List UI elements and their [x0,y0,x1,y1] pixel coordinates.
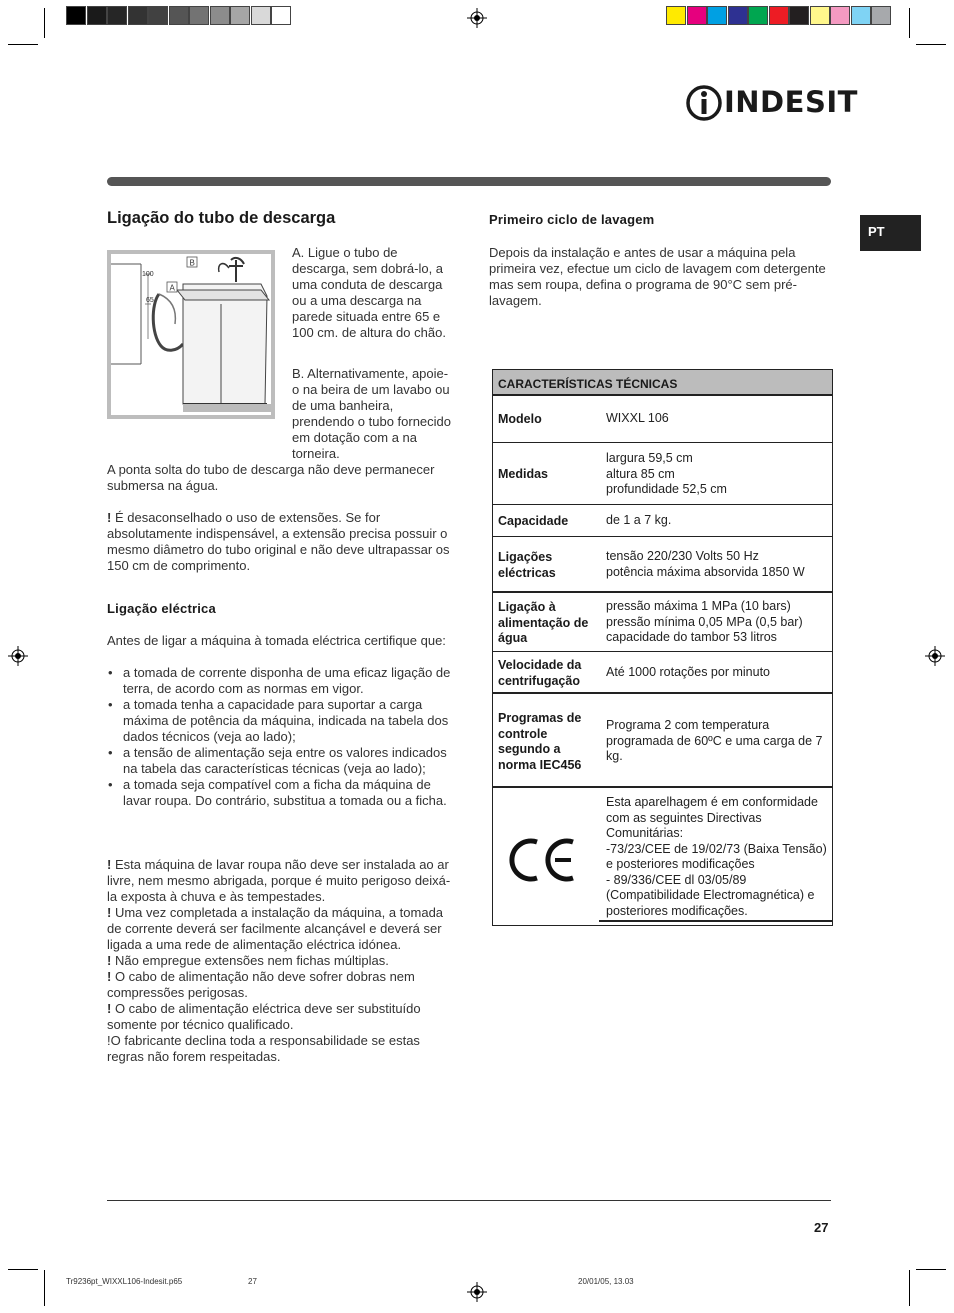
crop-mark [916,1269,946,1270]
slug-file-name: Tr9236pt_WIXXL106-Indesit.p65 [66,1277,183,1286]
color-swatch [707,6,727,25]
color-swatch [728,6,748,25]
first-cycle-text: Depois da instalação e antes de usar a máquina pela primeira vez, efectue um ciclo de lavagem com detergente mas sem roupa, defina o programa de 90°C sem pré-lavagem. [489,245,826,308]
table-row [492,443,833,505]
first-cycle-title: Primeiro ciclo de lavagem [489,212,655,227]
table-row [492,694,833,788]
electrical-warnings [107,857,452,1065]
color-swatch [666,6,686,25]
extension-warning-text: É desaconselhado o uso de extensões. Se for absolutamente indispensável, a extensão precisa possuir o mesmo diâmetro do tubo original e não deve ultrapassar os 150 cm de comprimento. [107,510,450,573]
list-item: • a tomada seja compatível com a ficha da máquina de lavar roupa. Do contrário, substitua a tomada ou a ficha. [107,777,452,809]
warning-text: O cabo de alimentação eléctrica deve ser substituído somente por técnico qualificado. [107,1001,421,1032]
spec-value-line: pressão máxima 1 MPa (10 bars) [606,599,791,613]
color-swatch [851,6,871,25]
color-swatch [251,6,271,25]
color-swatch [66,6,86,25]
spec-label: Modelo [498,412,542,426]
indesit-logo [686,83,858,123]
slug-page: 27 [248,1277,257,1286]
color-swatch [210,6,230,25]
color-swatch [687,6,707,25]
warning-mark: ! [107,969,112,984]
table-row [492,505,833,537]
spec-value [606,665,830,681]
figure-mark-65: 65 [146,297,154,304]
color-swatch [769,6,789,25]
manufacturer-disclaimer: !O fabricante declina toda a responsabilidade se estas regras não forem respeitadas. [107,1033,420,1064]
drain-hose-figure [107,250,275,419]
footer-divider [107,1200,831,1201]
color-swatch [148,6,168,25]
table-row [492,593,833,652]
registration-mark-icon [467,8,487,28]
spec-value-line: profundidade 52,5 cm [606,482,727,496]
spec-value-line: potência máxima absorvida 1850 W [606,564,805,579]
spec-label: Programas de controle segundo a norma IEC456 [498,711,582,772]
divider [599,920,832,922]
ce-mark-icon [507,836,577,889]
drain-option-a-text: A. Ligue o tubo de descarga, sem dobrá-lo, a uma conduta de descarga ou a uma descarga na parede situada entre 65 e 100 cm. de altura do chão. [292,245,446,340]
registration-mark-icon [467,1282,487,1302]
table-row [492,537,833,593]
spec-value-line: largura 59,5 cm [606,451,693,465]
warning-mark: ! [107,510,112,525]
extension-warning [107,510,452,574]
spec-value [606,599,830,646]
crop-mark [44,8,45,38]
technical-specs-table [492,369,833,926]
crop-mark [44,1270,45,1306]
spec-value [606,718,830,765]
color-swatch [810,6,830,25]
list-item: • a tomada tenha a capacidade para suportar a carga máxima de potência da máquina, indicada na tabela dos dados técnicos (veja ao lado); [107,697,452,745]
warning-item [107,953,452,969]
color-swatch [107,6,127,25]
spec-value [606,451,830,498]
color-swatch [230,6,250,25]
spec-value-line: capacidade do tambor 53 litros [606,630,777,644]
spec-value-line: WIXXL 106 [606,411,669,425]
indesit-i-icon [686,83,722,123]
color-swatch [189,6,209,25]
warning-mark: ! [107,905,112,920]
registration-mark-icon [925,646,945,666]
spec-label: Ligações eléctricas [498,550,556,580]
crop-mark [909,8,910,38]
spec-value-line: pressão mínima 0,05 MPa (0,5 bar) [606,614,803,629]
spec-label: Velocidade da centrifugação [498,658,582,688]
warning-text: O cabo de alimentação não deve sofrer dobras nem compressões perigosas. [107,969,415,1000]
table-row-ce [492,788,833,926]
color-swatch [271,6,291,25]
list-item: • a tensão de alimentação seja entre os valores indicados na tabela das características técnicas (veja ao lado); [107,745,452,777]
registration-mark-icon [8,646,28,666]
ce-conformity-text: Esta aparelhagem é em conformidade com as seguintes Directivas Comunitárias: -73/23/CEE de 19/02/73 (Baixa Tensão) e posteriores modificações - 89/336/CEE dl 03/05/89 (Compatibilidade Electromagnética) e posteriores modificações. [606,795,827,918]
warning-text: Uma vez completada a instalação da máquina, a tomada de corrente deverá ser facilmente alcançável e deverá ser ligada a uma rede de alimentação eléctrica idónea. [107,905,444,952]
table-row [492,652,833,694]
warning-mark: ! [107,857,112,872]
color-swatch [748,6,768,25]
spec-value-line: altura 85 cm [606,466,675,481]
crop-mark [8,1269,38,1270]
header-divider-bar [107,177,831,186]
spec-label: Capacidade [498,514,569,528]
color-swatch [128,6,148,25]
list-item: • a tomada de corrente disponha de uma eficaz ligação de terra, de acordo com as normas em vigor. [107,665,452,697]
warning-item [107,857,452,905]
spec-label: Medidas [498,467,549,481]
drain-option-b-text: B. Alternativamente, apoie-o na beira de um lavabo ou de uma banheira, prendendo o tubo fornecido em dotação com a na torneira. [292,366,452,461]
warning-text: Esta máquina de lavar roupa não deve ser instalada ao ar livre, nem mesmo abrigada, porque é muito perigoso deixá-la exposta à chuva e às tempestades. [107,857,451,904]
crop-mark [8,44,38,45]
figure-mark-100: 100 [142,271,154,278]
warning-item [107,969,452,1001]
warning-text: Não empregue extensões nem fichas múltiplas. [111,953,389,968]
drain-hose-title: Ligação do tubo de descarga [107,209,336,227]
specs-table-header: CARACTERÍSTICAS TÉCNICAS [492,369,833,396]
spec-value [606,411,830,427]
figure-label-b: B [189,258,195,268]
color-swatch [789,6,809,25]
table-row [492,396,833,443]
crop-mark [909,1270,910,1306]
spec-value [606,549,830,580]
spec-value-line: Programa 2 com temperatura programada de 60ºC e uma carga de 7 kg. [606,718,823,763]
loose-end-text: A ponta solta do tubo de descarga não deve permanecer submersa na água. [107,462,435,493]
warning-item [107,1001,452,1033]
color-swatch [87,6,107,25]
page-number: 27 [814,1220,829,1235]
electrical-intro: Antes de ligar a máquina à tomada eléctrica certifique que: [107,633,446,648]
electrical-checklist [107,665,452,809]
crop-mark [916,44,946,45]
electrical-connection-title: Ligação eléctrica [107,601,216,616]
washing-machine-sink-illustration [111,254,271,415]
figure-label-a: A [169,283,175,293]
color-swatch [169,6,189,25]
color-swatch [871,6,891,25]
spec-value [606,513,830,529]
spec-value-line: Até 1000 rotações por minuto [606,665,770,679]
spec-value-line: tensão 220/230 Volts 50 Hz [606,549,759,563]
warning-mark: ! [107,1001,112,1016]
brand-wordmark: INDESIT [724,85,858,119]
color-swatch [830,6,850,25]
warning-mark: ! [107,953,112,968]
spec-value-line: de 1 a 7 kg. [606,513,672,527]
slug-date: 20/01/05, 13.03 [578,1277,634,1286]
spec-label: Ligação à alimentação de água [498,600,589,645]
language-tab: PT [860,215,921,251]
warning-item [107,905,452,953]
